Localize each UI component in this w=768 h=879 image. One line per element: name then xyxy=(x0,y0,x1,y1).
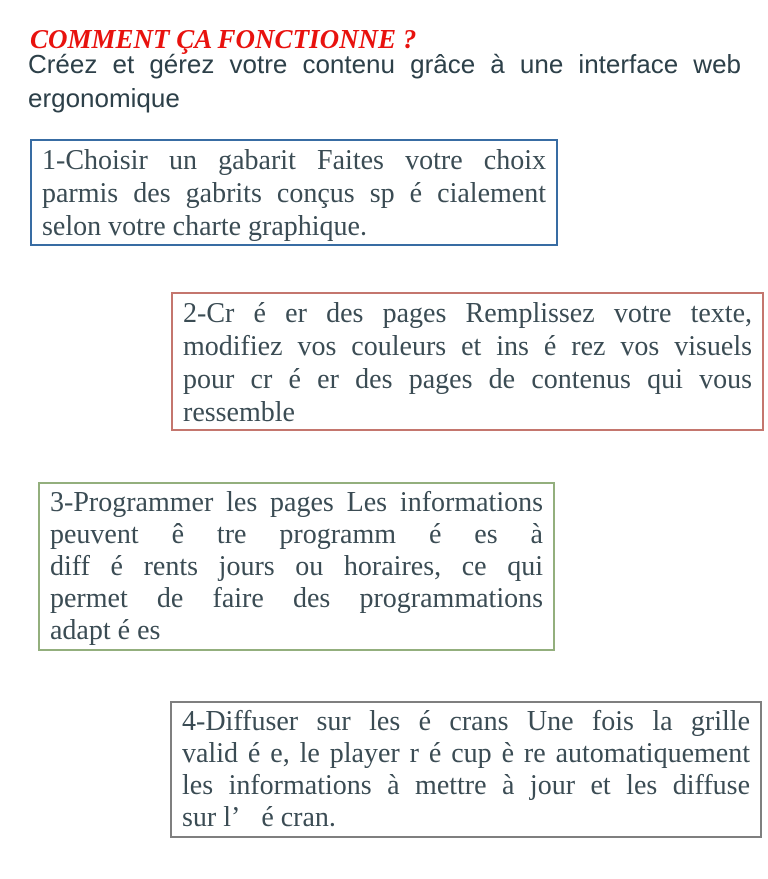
step-2-line-3: pour cr é er des pages de contenus qui vous xyxy=(183,364,752,395)
step-3-line-1: 3-Programmer les pages Les informations xyxy=(50,487,543,518)
step-4-line-4: sur l’ é cran. xyxy=(182,802,336,833)
step-4-box xyxy=(170,701,762,838)
step-2-line-1: 2-Cr é er des pages Remplissez votre texte, xyxy=(183,298,752,329)
step-1-line-1: 1-Choisir un gabarit Faites votre choix xyxy=(42,145,546,176)
step-2-line-4: ressemble xyxy=(183,397,295,428)
step-4-line-2: valid é e, le player r é cup è re automatiquement xyxy=(182,738,750,769)
subtitle-line-1: Créez et gérez votre contenu grâce à une interface web xyxy=(28,49,741,79)
step-2-box xyxy=(171,292,764,431)
step-3-line-2: peuvent ê tre programm é es à xyxy=(50,519,543,550)
step-2-line-2: modifiez vos couleurs et ins é rez vos visuels xyxy=(183,331,752,362)
step-3-line-3: diff é rents jours ou horaires, ce qui xyxy=(50,551,543,582)
step-1-line-2: parmis des gabrits conçus sp é cialement xyxy=(42,178,546,209)
page-title: COMMENT ÇA FONCTIONNE ? xyxy=(30,24,417,55)
step-4-line-3: les informations à mettre à jour et les diffuse xyxy=(182,770,750,801)
step-4-line-1: 4-Diffuser sur les é crans Une fois la grille xyxy=(182,706,750,737)
subtitle-line-2: ergonomique xyxy=(28,83,180,113)
step-1-line-3: selon votre charte graphique. xyxy=(42,211,367,242)
page-subtitle xyxy=(28,47,741,115)
step-3-line-5: adapt é es xyxy=(50,615,161,646)
step-3-box xyxy=(38,482,555,651)
step-1-box xyxy=(30,139,558,246)
step-3-line-4: permet de faire des programmations xyxy=(50,583,543,614)
